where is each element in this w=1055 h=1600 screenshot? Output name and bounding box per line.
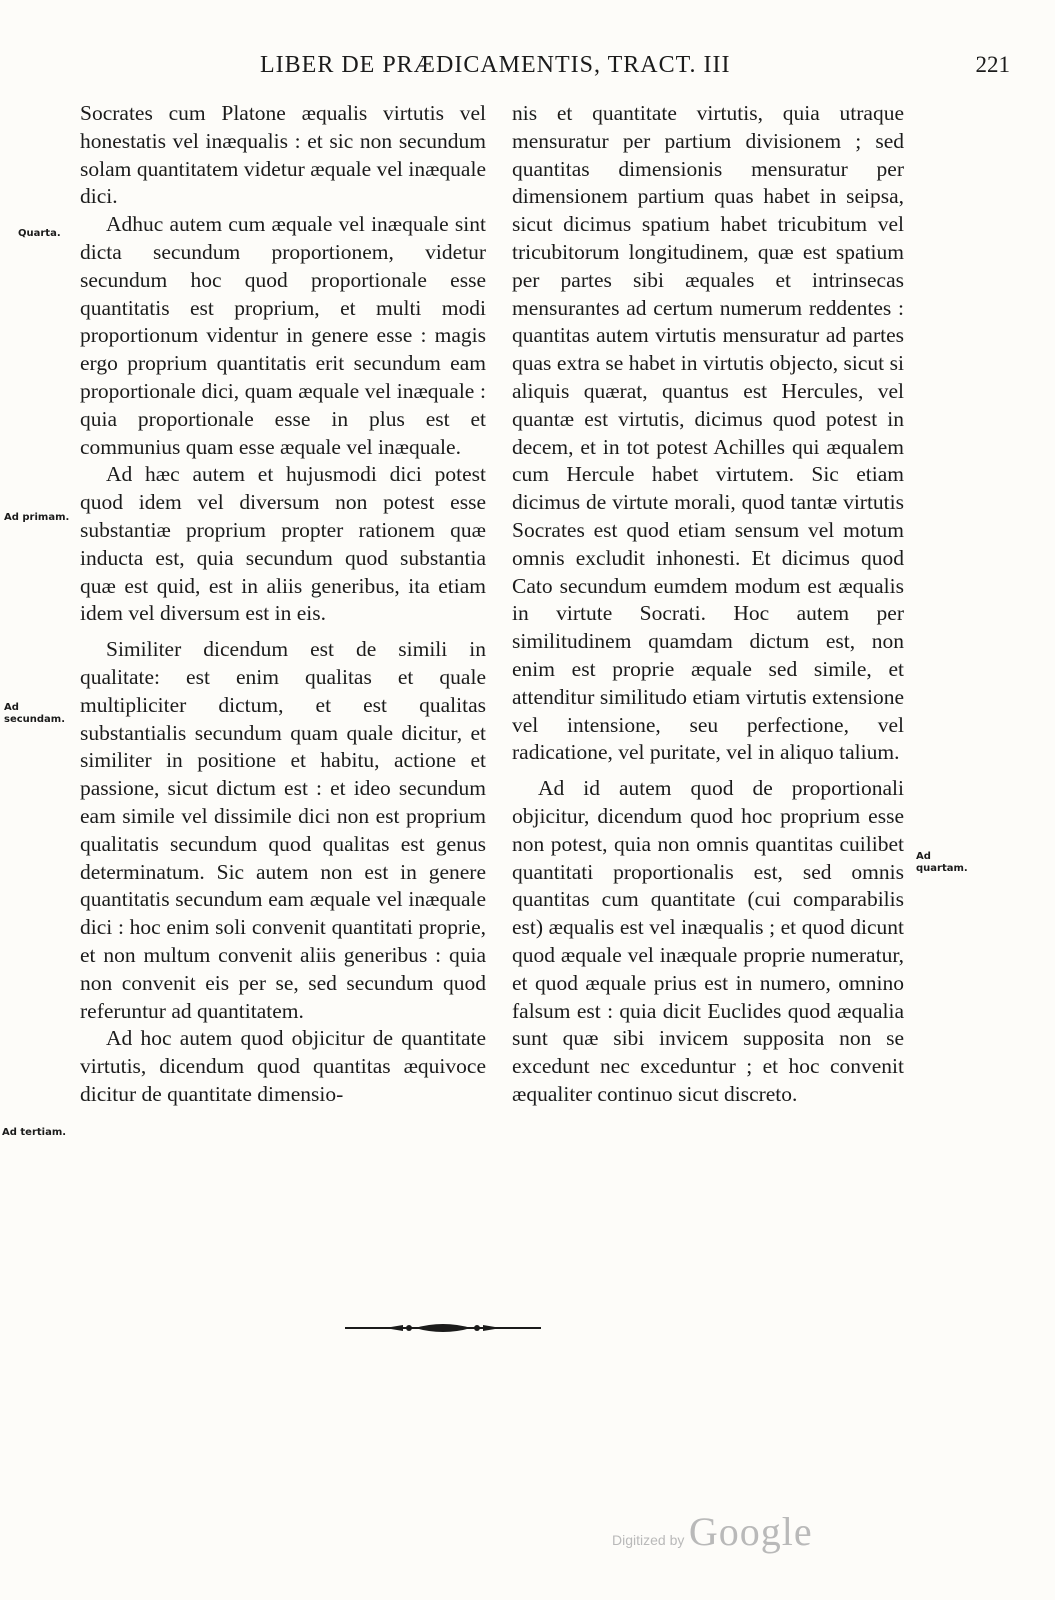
paragraph: Ad hoc autem quod objicitur de quantitate virtutis, dicendum quod quantitas æquivoce dicitur de quantitate dimensio- [80,1026,486,1106]
margin-note-ad-tertiam: Ad tertiam. [2,1127,67,1138]
margin-note-ad-primam: Ad primam. [4,512,70,523]
paragraph: nis et quantitate virtutis, quia utraque mensuratur per partium divisionem ; sed quantitas dimensionis mensuratur per dimensionem partium quas habet in seipsa, sicut dicimus spatium habet tricubitum vel tricubitorum longitudinem, quæ est spatium per partes sibi æquales et intrinsecas mensurantes ad certum numerum reddentes : quantitas autem virtutis mensuratur ad partes quas extra se habet in virtutis objecto, sicut si aliquis quærat, quantus est Hercules, vel quantæ est virtutis, dicimus quod potest in decem, et in tot potest Achilles qui æqualem cum Hercule habet virtutem. Sic etiam dicimus de virtute morali, quod tantæ virtutis Socrates est quod etiam sensum vel motum omnis excludit inhonesti. Et dicimus quod Cato secundum eumdem modum est æqualis in virtute Socrati. Hoc autem per similitudinem quamdam dictum est, non enim est proprie æquale sed simile, et attenditur similitudo etiam virtutis extensione vel intensione, seu perfectione, vel radicatione, vel puritate, vel in aliquo talium. [512,101,904,765]
left-column [80,100,486,1109]
paragraph: Ad id autem quod de proportionali objicitur, dicendum quod hoc proprium esse non potest, quia non omnis quantitas cuilibet quantitati proportionalis est, sed omnis quantitas cum quantitate (cui comparabilis est) æqualis est vel inæqualis ; et quod dicunt quod æquale vel inæquale proprie numeratur, et quod æquale prius est in numero, omnino falsum est : quia dicit Euclides quod æqualia sunt quæ sibi invicem supposita non se excedunt nec exceduntur ; et hoc convenit æqualiter continuo sicut discreto. [512,776,904,1106]
margin-note-quarta: Quarta. [18,228,61,239]
right-column [512,100,904,1109]
margin-note-ad-quartam: Ad quartam. [916,851,968,874]
page-number: 221 [975,52,1010,77]
running-title: LIBER DE PRÆDICAMENTIS, TRACT. III [260,52,731,78]
paragraph: Ad hæc autem et hujusmodi dici potest quod idem vel diversum non potest esse substantiæ proprium propter rationem quæ inducta est, quia secundum quod substantia quæ est quid, est in aliis generibus, ita etiam idem vel diversum est in eis. [80,462,486,626]
paragraph: Similiter dicendum est de simili in qualitate: est enim qualitas et quale multipliciter dictum, et est qualitas substantialis secundum quam quale dicitur, et similiter in positione et habitu, actione et passione, sicut dictum est : et ideo secundum eam simile vel dissimile dici non est proprium qualitatis secundum quod qualitas est genus determinatum. Sic autem non est in genere quantitatis secundum eam æquale vel inæquale dici : hoc enim soli convenit quantitati proprie, et non multum convenit aliis generibus : quia non convenit eis per se, sed secundum quod referuntur ad quantitatem. [80,637,486,1023]
margin-note-ad-secundam: Ad secundam. [4,702,66,725]
paragraph: Adhuc autem cum æquale vel inæquale sint dicta secundum proportionem, videtur secundum hoc quod proportionale esse quantitatis est proprium, et multi modi proportionum videntur in genere esse : magis ergo proprium quantitatis erit secundum eam proportionale dici, quam æquale vel inæquale : quia proportionale esse in plus est et communius quam esse æquale vel inæquale. [80,212,486,459]
google-logo: Google [688,1509,813,1554]
digitized-watermark [612,1508,813,1555]
digitized-label: Digitized by [612,1532,685,1548]
page-header [80,52,1010,88]
paragraph: Socrates cum Platone æqualis virtutis vel honestatis vel inæqualis : et sic non secundum solam quantitatem videtur æquale vel inæquale dici. [80,101,486,209]
ornament-rule [345,1318,541,1338]
